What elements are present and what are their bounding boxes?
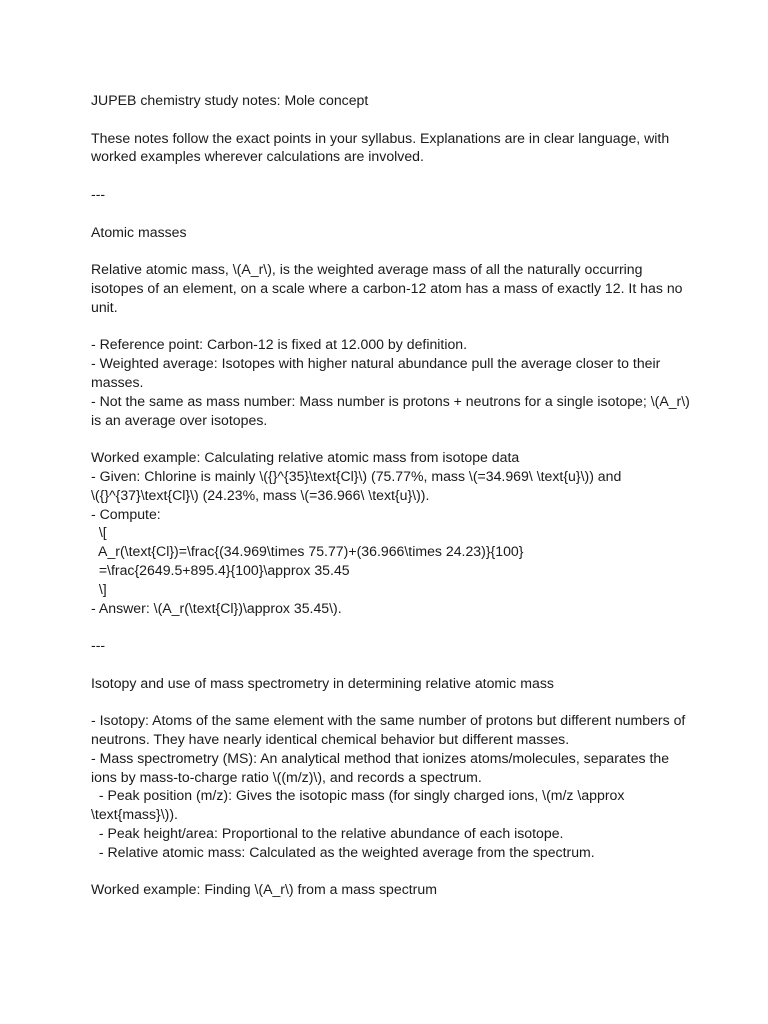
blank-line xyxy=(91,241,691,260)
document-body xyxy=(91,91,691,899)
text-line: --- xyxy=(91,637,106,654)
text-line: - Mass spectrometry (MS): An analytical method that ionizes atoms/molecules, separates the xyxy=(91,749,670,766)
text-line: These notes follow the exact points in your syllabus. Explanations are in clear language, with xyxy=(91,129,670,146)
blank-line xyxy=(91,429,691,448)
blank-line xyxy=(91,166,691,185)
text-line: - Relative atomic mass: Calculated as the weighted average from the spectrum. xyxy=(91,843,595,860)
text-line: - Compute: xyxy=(91,505,161,522)
text-line: is an average over isotopes. xyxy=(91,411,268,428)
text-line: worked examples wherever calculations are involved. xyxy=(91,148,424,165)
text-line: isotopes of an element, on a scale where a carbon-12 atom has a mass of exactly 12. It has no xyxy=(91,279,683,296)
text-line: Worked example: Finding \(A_r\) from a mass spectrum xyxy=(91,881,437,898)
text-line: \] xyxy=(91,580,107,597)
text-line: - Weighted average: Isotopes with higher natural abundance pull the average closer to their xyxy=(91,355,661,372)
text-line: --- xyxy=(91,185,106,202)
text-line: A_r(\text{Cl})=\frac{(34.969\times 75.77)+(36.966\times 24.23)}{100} xyxy=(91,543,524,560)
text-line: \({}^{37}\text{Cl}\) (24.23%, mass \(=36.966\ \text{u}\)). xyxy=(91,486,430,503)
blank-line xyxy=(91,204,691,223)
text-line: ions by mass-to-charge ratio \((m/z)\), and records a spectrum. xyxy=(91,768,482,785)
text-line: - Peak height/area: Proportional to the relative abundance of each isotope. xyxy=(91,825,564,842)
text-line: Atomic masses xyxy=(91,223,187,240)
text-line: - Not the same as mass number: Mass number is protons + neutrons for a single isotope; \(A_r\) xyxy=(91,392,690,409)
blank-line xyxy=(91,655,691,674)
text-line: Worked example: Calculating relative atomic mass from isotope data xyxy=(91,449,520,466)
text-line: \text{mass}\)). xyxy=(91,806,178,823)
blank-line xyxy=(91,617,691,636)
blank-line xyxy=(91,862,691,881)
text-line: \[ xyxy=(91,524,107,541)
text-line: - Reference point: Carbon-12 is fixed at 12.000 by definition. xyxy=(91,336,468,353)
blank-line xyxy=(91,110,691,129)
text-line: JUPEB chemistry study notes: Mole concept xyxy=(91,92,369,108)
text-line: - Peak position (m/z): Gives the isotopic mass (for singly charged ions, \(m/z \approx xyxy=(91,787,625,804)
blank-line xyxy=(91,693,691,712)
text-line: Relative atomic mass, \(A_r\), is the weighted average mass of all the naturally occurring xyxy=(91,261,643,278)
text-line: - Isotopy: Atoms of the same element with the same number of protons but different numbers of xyxy=(91,712,686,729)
text-line: unit. xyxy=(91,298,118,315)
text-line: - Given: Chlorine is mainly \({}^{35}\text{Cl}\) (75.77%, mass \(=34.969\ \text{u}\)) and xyxy=(91,467,622,484)
text-line: - Answer: \(A_r(\text{Cl})\approx 35.45\). xyxy=(91,599,342,616)
blank-line xyxy=(91,317,691,336)
text-line: masses. xyxy=(91,373,144,390)
text-line: neutrons. They have nearly identical chemical behavior but different masses. xyxy=(91,731,570,748)
text-line: =\frac{2649.5+895.4}{100}\approx 35.45 xyxy=(91,561,350,578)
text-line: Isotopy and use of mass spectrometry in determining relative atomic mass xyxy=(91,674,554,691)
